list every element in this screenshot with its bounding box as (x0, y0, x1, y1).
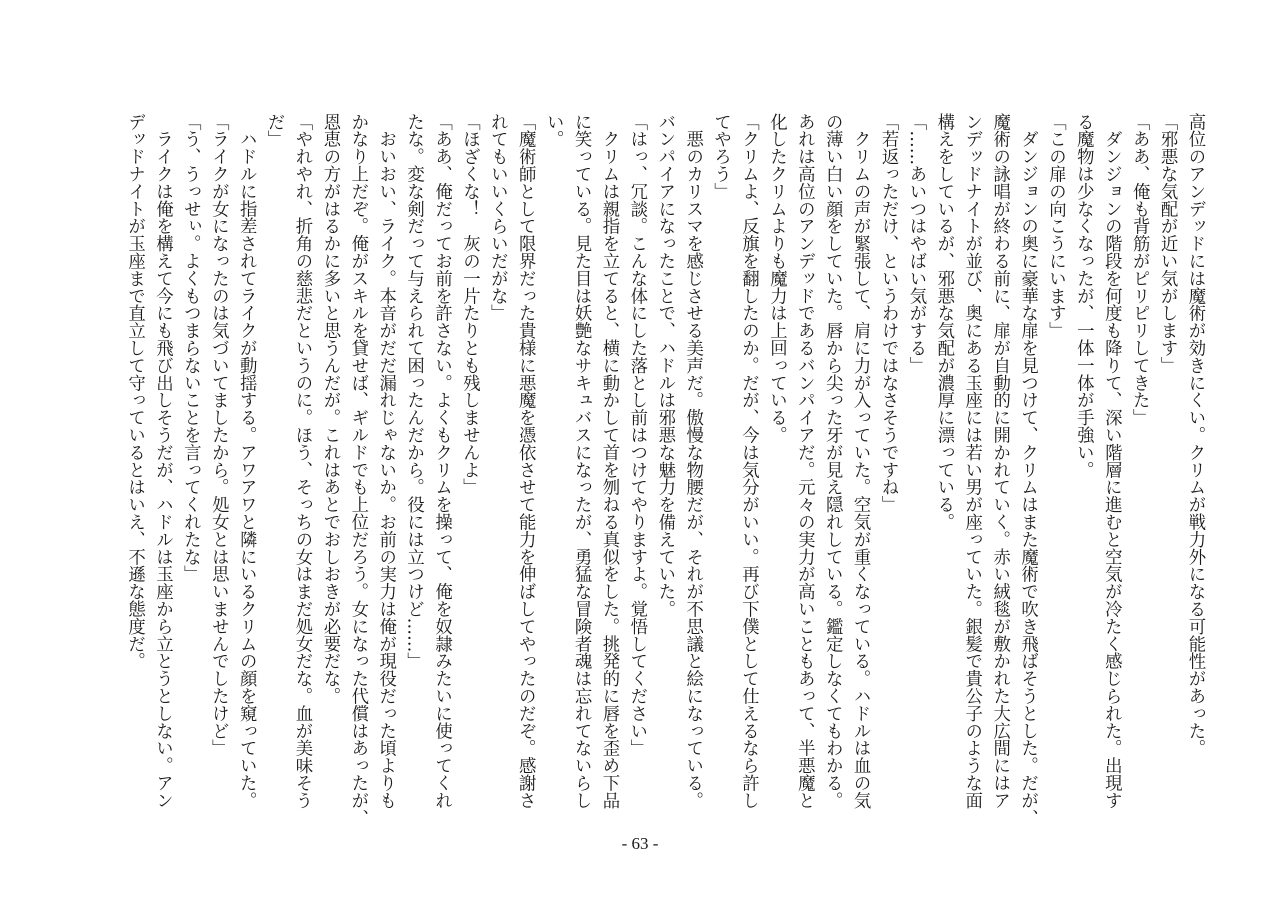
text-line: クリムは親指を立てると、横に動かして首を刎ねる真似をした。挑発的に唇を歪め下品 (598, 113, 619, 809)
text-line: の薄い白い顔をしていた。唇から尖った牙が見え隠れしている。鑑定しなくてもわかる。 (822, 113, 843, 809)
text-line: 構えをしているが、邪悪な気配が濃厚に漂っている。 (933, 113, 954, 531)
text-line: 「ああ、俺も背筋がピリピリしてきた」 (1129, 113, 1150, 427)
text-line: ハドルに指差されてライクが動揺する。アワアワと隣にいるクリムの顔を窺っていた。 (236, 113, 257, 809)
text-line: バンパイアになったことで、ハドルは邪悪な魅力を備えていた。 (654, 113, 675, 618)
text-line: ライクは俺を構えて今にも飛び出しそうだが、ハドルは玉座から立とうとしない。アン (152, 113, 173, 809)
text-line: デッドナイトが玉座まで直立して守っているとはいえ、不遜な態度だ。 (124, 113, 145, 670)
text-line: たな。変な剣だって与えられて困ったんだから。役には立つけど……」 (403, 113, 424, 670)
text-line: ダンジョンの奥に豪華な扉を見つけて、クリムはまた魔術で吹き飛ばそうとした。だが、 (1017, 113, 1038, 827)
text-line: 「う、うっせぃ。よくもつまらないことを言ってくれたな」 (180, 113, 201, 583)
text-line: 「やれやれ、折角の慈悲だというのに。ほう、そっちの女はまだ処女だな。血が美味そう (292, 113, 312, 809)
text-line: れてもいいくらいだがな」 (487, 113, 508, 322)
text-line: 魔術の詠唱が終わる前に、扉が自動的に開かれていく。赤い絨毯が敷かれた大広間にはア (989, 113, 1010, 809)
text-line: 「はっ、冗談。こんな体にした落とし前はつけてやりますよ。覚悟してください」 (626, 113, 647, 757)
text-line: 「魔術師として限界だった貴様に悪魔を憑依させて能力を伸ばしてやったのだぞ。感謝さ (515, 113, 536, 809)
text-line: かなり上だぞ。俺がスキルを貸せば、ギルドでも上位だろう。女になった代償はあったが、 (347, 113, 368, 827)
text-line: 「ほざくな！ 灰の一片たりとも残しませんよ」 (459, 113, 480, 496)
text-line: い。 (543, 113, 564, 148)
text-line: 「この扉の向こうにいます」 (1045, 113, 1066, 340)
text-line: 「クリムよ、反旗を翻したのか。だが、今は気分がいい。再び下僕として仕えるなら許し (738, 113, 759, 809)
text-line: る魔物は少なくなったが、一体一体が手強い。 (1073, 113, 1094, 479)
text-line: 恩恵の方がはるかに多いと思うんだが。これはあとでおしおきが必要だな。 (319, 113, 340, 705)
text-line: 悪のカリスマを感じさせる美声だ。傲慢な物腰だが、それが不思議と絵になっている。 (682, 113, 703, 809)
text-line: あれは高位のアンデッドであるバンパイアだ。元々の実力が高いこともあって、半悪魔と (794, 113, 815, 809)
page-number: - 63 - (621, 834, 659, 853)
vertical-text-body (120, 113, 1208, 827)
text-line: クリムの声が緊張して、肩に力が入っていた。空気が重くなっている。ハドルは血の気 (850, 113, 871, 809)
text-line: 化したクリムよりも魔力は上回っている。 (766, 113, 787, 444)
text-line: に笑っている。見た目は妖艶なサキュバスになったが、勇猛な冒険者魂は忘れてないらし (571, 113, 592, 809)
text-line: 「ライクが女になったのは気づいてましたから。処女とは思いませんでしたけど」 (208, 113, 229, 757)
text-line: てやろう」 (710, 113, 731, 200)
text-line: 「ああ、俺だってお前を許さない。よくもクリムを操って、俺を奴隷みたいに使ってくれ (431, 113, 452, 809)
text-line: おいおい、ライク。本音がだだ漏れじゃないか。お前の実力は俺が現役だった頃よりも (375, 113, 396, 809)
text-line: ダンジョンの階段を何度も降りて、深い階層に進むと空気が冷たく感じられた。出現す (1101, 113, 1122, 809)
text-line: ンデッドナイトが並び、奥にある玉座には若い男が座っていた。銀髪で貴公子のような面 (961, 113, 982, 809)
text-line: 高位のアンデッドには魔術が効きにくい。クリムが戦力外になる可能性があった。 (1185, 113, 1205, 757)
text-line: 「邪悪な気配が近い気がします」 (1157, 113, 1178, 374)
text-line: だ」 (264, 113, 285, 148)
text-line: 「若返っただけ、というわけではなさそうですね」 (878, 113, 899, 514)
text-line: 「……あいつはやばい気がする」 (905, 113, 926, 374)
